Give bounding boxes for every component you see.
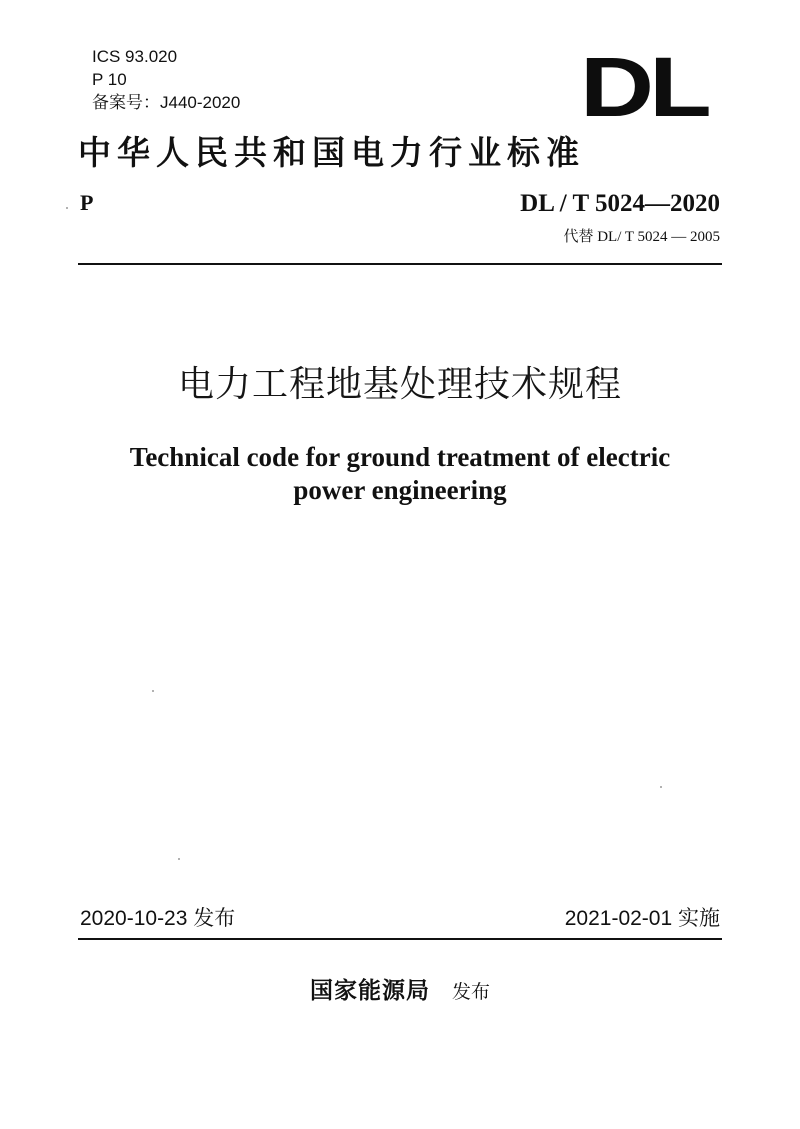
replaces-standard: 代替 DL/ T 5024 — 2005 [563, 229, 720, 245]
issuer-name: 国家能源局 [309, 977, 430, 1004]
standard-category-heading: 中华人民共和国电力行业标准 [78, 133, 585, 172]
scan-speck [152, 690, 154, 692]
dl-logo: DL [580, 40, 707, 134]
class-letter: P [80, 190, 94, 215]
footer-divider [78, 938, 722, 940]
issuer-action: 发布 [451, 981, 490, 1003]
title-english-line-2: power engineering [293, 475, 507, 505]
title-chinese: 电力工程地基处理技术规程 [177, 364, 622, 405]
effective-date: 2021-02-01 实施 [564, 907, 720, 930]
issuer-line [0, 972, 800, 1005]
ics-code: ICS 93.020 [92, 47, 178, 66]
issue-date: 2020-10-23 发布 [80, 907, 236, 930]
header-divider [78, 263, 722, 265]
standard-number: DL / T 5024—2020 [520, 190, 720, 217]
title-english-line-1: Technical code for ground treatment of electric [129, 442, 671, 472]
scan-speck [66, 207, 68, 209]
classification-code: P 10 [92, 70, 127, 89]
scan-speck [178, 858, 180, 860]
scan-speck [660, 786, 662, 788]
title-english [90, 441, 710, 507]
record-number: 备案号：J440-2020 [92, 93, 241, 112]
